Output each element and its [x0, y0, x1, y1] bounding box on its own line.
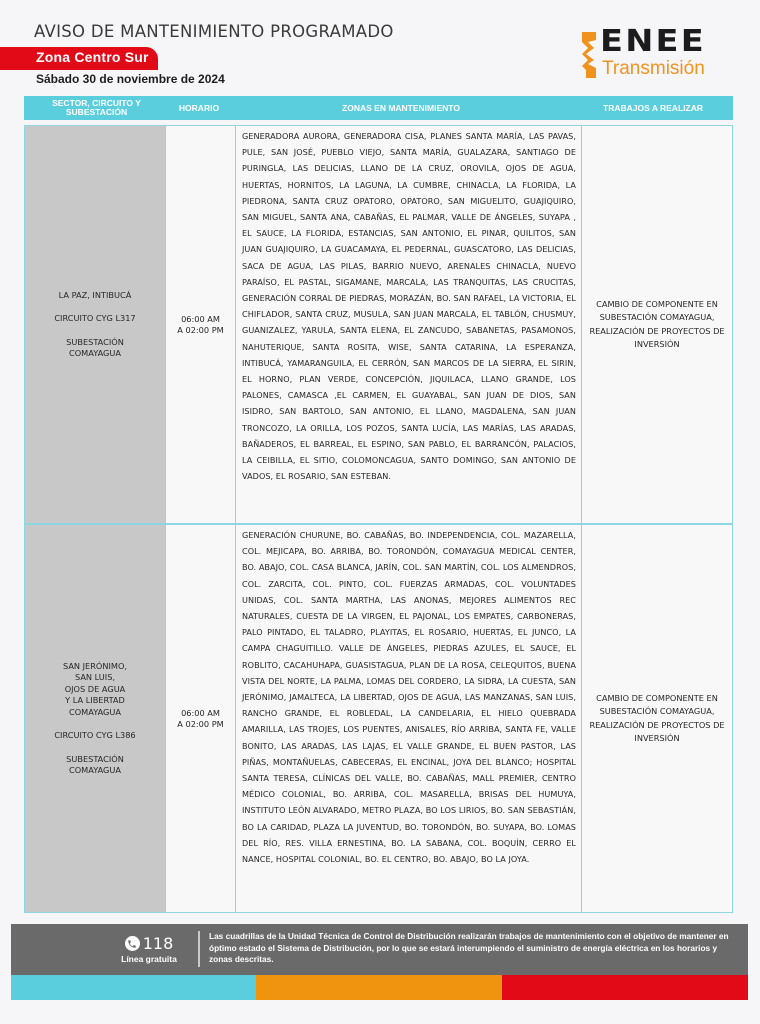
stripe-teal — [11, 975, 256, 1000]
sector-name-line: OJOS DE AGUA — [64, 683, 126, 694]
table-row — [24, 524, 733, 913]
substation-label: SUBESTACIÓN — [66, 753, 124, 764]
work-cell — [582, 525, 732, 912]
zones-cell — [236, 126, 582, 523]
schedule-end: A 02:00 PM — [177, 324, 224, 335]
zone-label: Zona Centro Sur — [36, 49, 149, 65]
sector-name: LA PAZ, INTIBUCÁ — [58, 289, 132, 300]
substation-label: SUBESTACIÓN — [66, 336, 124, 347]
stripe-orange — [256, 975, 502, 1000]
circuit-name: CIRCUITO CYG L386 — [54, 730, 136, 740]
hotline-number: 118 — [142, 934, 174, 953]
footer-notice — [11, 924, 748, 975]
enee-logo — [578, 24, 728, 84]
substation-name: COMAYAGUA — [69, 348, 121, 358]
enee-flame-icon — [582, 32, 596, 78]
sector-name-line: SAN LUIS, — [74, 672, 116, 682]
substation-name: COMAYAGUA — [69, 765, 121, 775]
table-header — [24, 96, 733, 120]
hotline — [109, 934, 189, 964]
footer-notice-text: Las cuadrillas de la Unidad Técnica de Control de Distribución realizarán trabajos de mantenimiento con el objetivo de mantener en óptimo estado el Sistema de Distribución, por lo que se estará interumpiendo el suministro de energía eléctrica en los horarios y zonas descritas. — [209, 931, 729, 964]
logo-wordmark: ENEE — [600, 24, 706, 59]
schedule-end: A 02:00 PM — [177, 718, 224, 729]
sector-cell — [25, 525, 166, 912]
page-title: AVISO DE MANTENIMIENTO PROGRAMADO — [34, 22, 394, 41]
work-cell — [582, 126, 732, 523]
schedule-cell — [166, 126, 236, 523]
schedule-start: 06:00 AM — [181, 707, 220, 718]
column-header-sector: SECTOR, CIRCUITO Y SUBESTACIÓN — [52, 98, 141, 117]
schedule-start: 06:00 AM — [181, 313, 220, 324]
stripe-red — [502, 975, 748, 1000]
zones-list: GENERACIÓN CHURUNE, BO. CABAÑAS, BO. INDEPENDENCIA, COL. MAZARELLA, COL. MEJICAPA, BO. ARRIBA, BO. TORONDÓN, COMAYAGUA MEDICAL CENTER, BO. ABAJO, COL. CASA BLANCA, JARÍN, COL. SAN MARTÍN, COL. LOS ALMENDROS, COL. ZARCITA, COL. PINTO, COL. FUERZAS ARMADAS, COL. VOLUNTADES UNIDAS, COL. SANTA MARTHA, LAS ANONAS, MEJORES ALIMENTOS REC NATURALES, CUESTA DE LA VIRGEN, EL PAJONAL, LOS EMPATES, CARBONERAS, PALO PINTADO, EL TALADRO, PLAYITAS, EL ROSARIO, HUERTAS, EL JUNCO, LA CAMPA CHAGUITILLO. VALLE DE ÁNGELES, PIEDRAS AZULES, EL SAUCE, EL ROBLITO, CACAHUHAPA, GUASISTAGUA, PLAN DE LA ROSA, CELEQUITOS, BUENA VISTA DEL NORTE, LA PALMA, LOMAS DEL CORDERO, LA SIDRA, LA CUESTA, SAN JERÓNIMO, JAMALTECA, LA LIBERTAD, OJOS DE AGUA, LAS MANZANAS, SAN LUIS, RANCHO GRANDE, EL ROBLEDAL, LA CANDELARIA, EL HIELO QUEBRADA AMARILLA, LAS TROJES, LOS PUENTES, ANISALES, RÍO ARRIBA, SANTA FE, VALLE BONITO, LAS ARADAS, LAS LAJAS, EL VALLE GRANDE, EL BUEN PASTOR, LAS PIÑAS, MONTAÑUELAS, CABECERAS, EL ENCINAL, JOYA DEL BLANCO; HOSPITAL SANTA TERESA, CLÍNICAS DEL VALLE, BO. CABAÑAS, MALL PREMIER, CENTRO MÉDICO COLONIAL, BO. ARRIBA, COL. MASARELLA, BRISAS DEL HUMUYA, INSTITUTO LEÓN ALVARADO, METRO PLAZA, BO LOS LIRIOS, BO. SAN SEBASTIÁN, BO LA CARIDAD, PLAZA LA JUVENTUD, BO. TORONDÓN, BO. SUYAPA, BO. LOMAS DEL RÍO, RES. VILLA ERNESTINA, BO. LA SABANA, COL. BOQUÍN, CERRO EL NANCE, HOSPITAL COLONIAL, BO. EL CENTRO, BO. ABAJO, BO LA JOYA. — [242, 530, 576, 865]
sector-name-line: Y LA LIBERTAD — [65, 695, 125, 705]
color-stripes — [11, 975, 748, 1000]
work-description: CAMBIO DE COMPONENTE EN SUBESTACIÓN COMAYAGUA, REALIZACIÓN DE PROYECTOS DE INVERSIÓN — [589, 298, 725, 349]
date-label: Sábado 30 de noviembre de 2024 — [36, 72, 225, 86]
circuit-name: CIRCUITO CYG L317 — [54, 313, 136, 323]
footer-divider — [198, 931, 200, 967]
sector-cell — [25, 126, 166, 523]
zones-list: GENERADORA AURORA, GENERADORA CISA, PLANES SANTA MARÍA, LAS PAVAS, PULE, SAN JOSÉ, PUEBLO VIEJO, SANTA MARÍA, GUALAZARA, SANTIAGO DE PURINGLA, LAS DELICIAS, LLANO DE LA CRUZ, OROVILA, OJOS DE AGUA, HUERTAS, HORNITOS, LA LAGUNA, LA CUMBRE, CHINACLA, LA FLORIDA, LA PIEDRONA, SANTA CRUZ OPATORO, OPATORO, SAN MIGUELITO, GUAJIQUIRO, SAN MIGUEL, SANTA ANA, CABAÑAS, EL PALMAR, VALLE DE ÁNGELES, SUYAPA , EL SAUCE, LA FLORIDA, ESTANCIAS, SAN ANTONIO, EL PINAR, QUILITOS, SAN JUAN GUAJIQUIRO, LA GUACAMAYA, EL PEDERNAL, GUASCATORO, LAS DELICIAS, SACA DE AGUA, LAS PILAS, BARRIO NUEVO, ARENALES CHINACLA, NUEVO PARAÍSO, EL PASTAL, SIGAMANE, MARCALA, LAS TRANQUITAS, LAS CRUCITAS, GENERACIÓN CORRAL DE PIEDRAS, MORAZÁN, BO. SAN RAFAEL, LA VICTORIA, EL CHIFLADOR, SANTA CRUZ, MUSULA, SAN JUAN MARCALA, EL TABLÓN, CHUSMUY, GUANIZALEZ, YARULA, SANTA ELENA, EL ZANCUDO, SABANETAS, PASAMONOS, NAHUTERIQUE, SANTA ROSITA, WISE, SANTA CATARINA, LA ESPERANZA, INTIBUCÁ, YAMARANGUILA, EL CERRÓN, SAN MARCOS DE LA SIERRA, EL SIRIN, EL HORNO, PLAN VERDE, CONCEPCIÓN, JIQUILACA, LLANO GRANDE, LOS PALONES, CAMASCA ,EL CARMEN, EL GUAYABAL, SAN JUAN DE DIOS, SAN ISIDRO, SAN BARTOLO, SAN ANTONIO, EL LLANO, MAGDALENA, SAN JUAN TRONCOZO, LA ORILLA, LOS POZOS, SANTA LUCÍA, LAS MARÍAS, LAS ARADAS, BAÑADEROS, EL BARREAL, EL ESPINO, SAN PABLO, EL BARRANCÓN, PALACIOS, LA CEIBILLA, EL SITIO, COLOMONCAGUA, SANTO DOMINGO, SAN ANTONIO DE VADOS, EL ROSARIO, SAN ESTEBAN. — [242, 131, 576, 482]
zones-cell — [236, 525, 582, 912]
column-header-horario: HORARIO — [178, 102, 220, 113]
column-header-zonas: ZONAS EN MANTENIMIENTO — [342, 102, 460, 113]
work-description: CAMBIO DE COMPONENTE EN SUBESTACIÓN COMAYAGUA, REALIZACIÓN DE PROYECTOS DE INVERSIÓN — [589, 692, 725, 743]
hotline-label: Línea gratuita — [121, 954, 177, 964]
logo-subtitle: Transmisión — [602, 58, 705, 79]
sector-name-line: SAN JERÓNIMO, — [62, 660, 128, 671]
column-header-trabajos: TRABAJOS A REALIZAR — [603, 102, 703, 113]
schedule-cell — [166, 525, 236, 912]
table-row — [24, 125, 733, 524]
sector-name-line: COMAYAGUA — [69, 706, 121, 717]
phone-icon — [125, 936, 140, 951]
